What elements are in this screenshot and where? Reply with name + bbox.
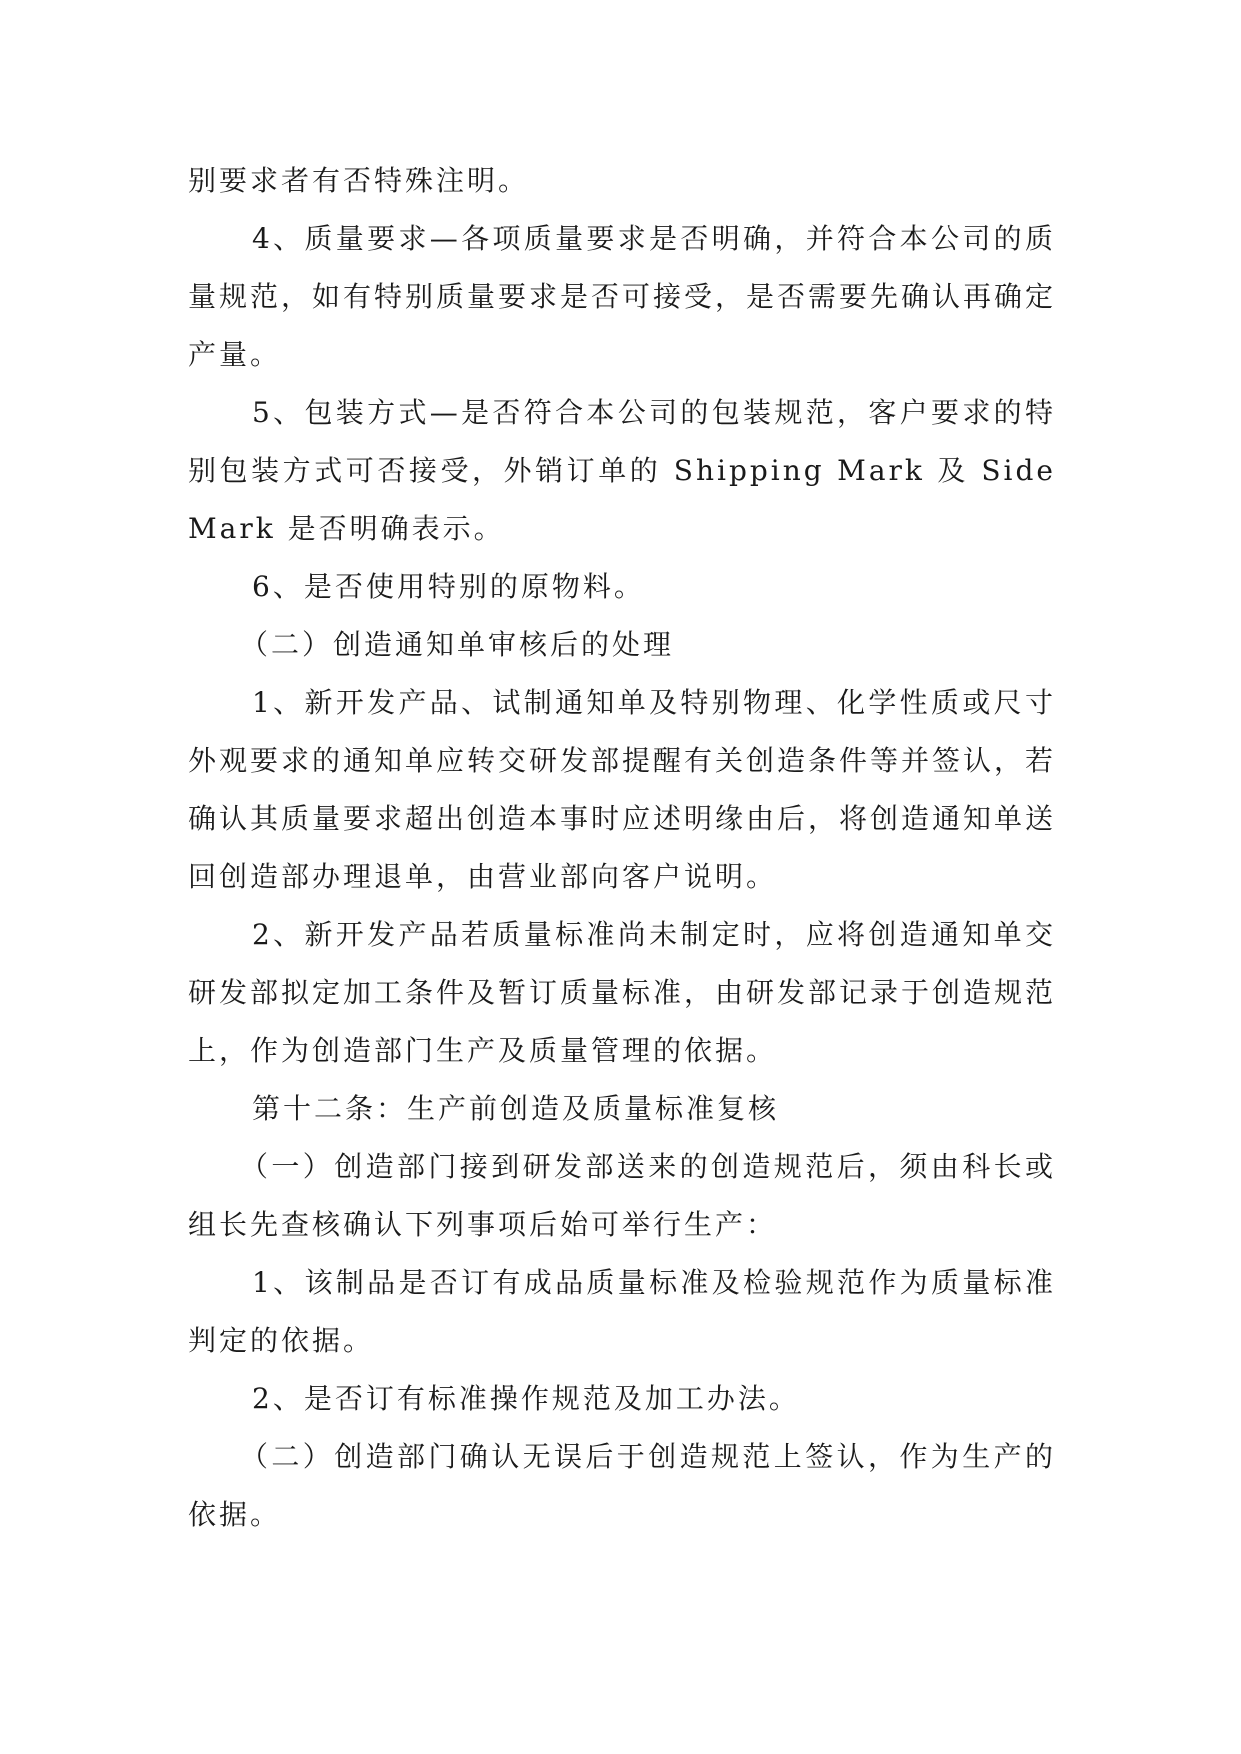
- paragraph-item-1-new-product: 1、新开发产品、试制通知单及特别物理、化学性质或尺寸外观要求的通知单应转交研发部提醒有关创造条件等并签认，若确认其质量要求超出创造本事时应述明缘由后，将创造通知单送回创造部办理退单，由营业部向客户说明。: [188, 686, 1057, 893]
- paragraph-item-5-packaging: 5、包装方式—是否符合本公司的包装规范，客户要求的特别包装方式可否接受，外销订单的 Shipping Mark 及 Side Mark 是否明确表示。: [188, 396, 1056, 545]
- paragraph-section-1: （一）创造部门接到研发部送来的创造规范后，须由科长或组长先查核确认下列事项后始可举行生产：: [188, 1150, 1056, 1241]
- paragraph-continued: 别要求者有否特殊注明。: [188, 164, 530, 197]
- paragraph-item-6-materials: 6、是否使用特别的原物料。: [252, 570, 645, 603]
- paragraph-item-4-quality: 4、质量要求—各项质量要求是否明确，并符合本公司的质量规范，如有特别质量要求是否可接受，是否需要先确认再确定产量。: [188, 222, 1057, 371]
- paragraph-check-2: 2、是否订有标准操作规范及加工办法。: [252, 1382, 800, 1415]
- article-12-heading: 第十二条：生产前创造及质量标准复核: [252, 1092, 780, 1125]
- paragraph-section-2: （二）创造部门确认无误后于创造规范上签认，作为生产的依据。: [188, 1440, 1056, 1531]
- section-heading-2: （二）创造通知单审核后的处理: [240, 628, 675, 661]
- document-body: [188, 152, 1056, 1544]
- paragraph-item-2-standards: 2、新开发产品若质量标准尚未制定时，应将创造通知单交研发部拟定加工条件及暂订质量标准，由研发部记录于创造规范上，作为创造部门生产及质量管理的依据。: [188, 918, 1057, 1067]
- paragraph-check-1: 1、该制品是否订有成品质量标准及检验规范作为质量标准判定的依据。: [188, 1266, 1056, 1357]
